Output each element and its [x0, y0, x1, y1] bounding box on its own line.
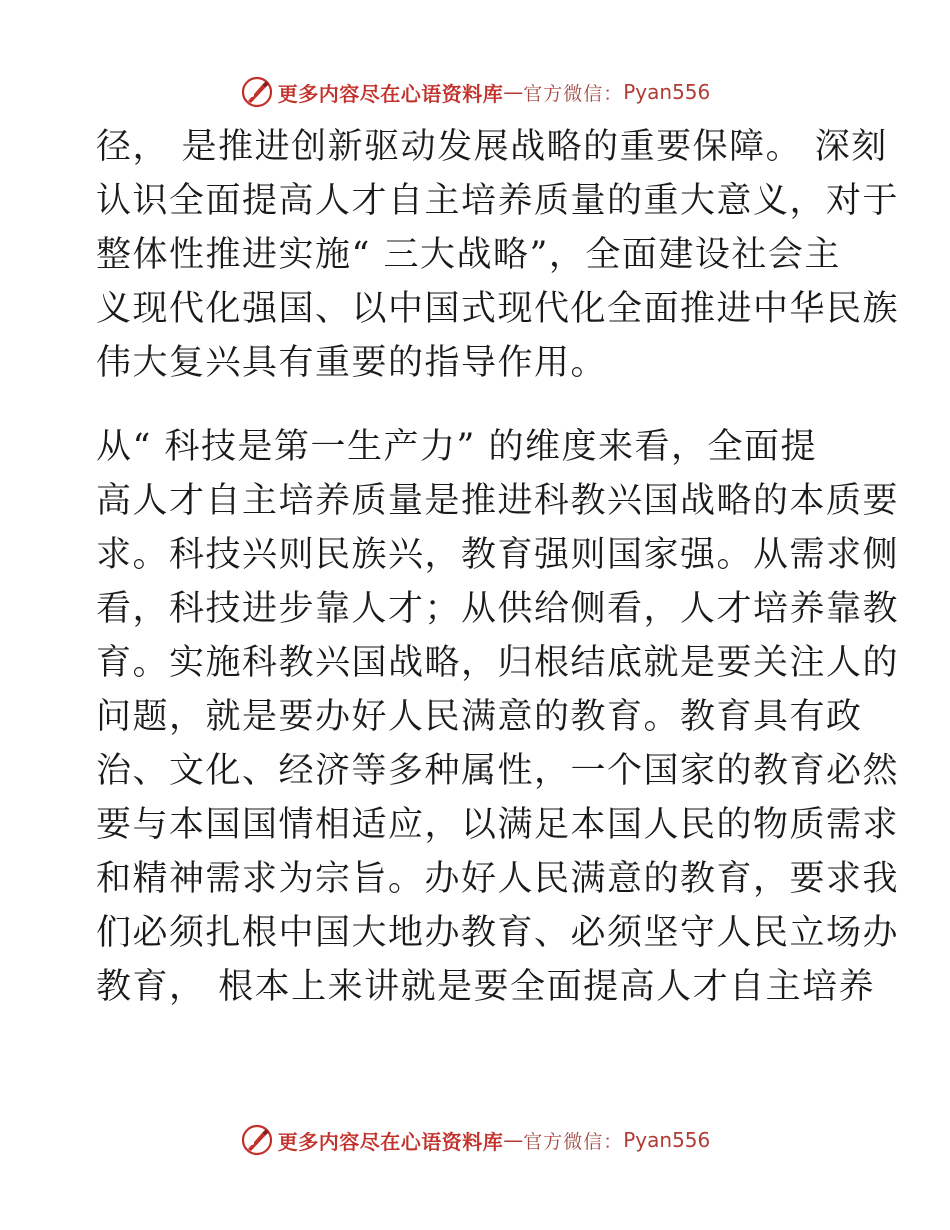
paragraph-gap [96, 390, 856, 420]
watermark-dash: — [503, 80, 524, 104]
header-watermark [0, 72, 950, 112]
text-line: 治、文化、经济等多种属性，一个国家的教育必然 [96, 751, 900, 791]
paragraph-1 [96, 120, 900, 390]
watermark-wechat-id: Pyan556 [623, 80, 711, 104]
text-line: 高人才自主培养质量是推进科教兴国战略的本质要 [96, 481, 900, 521]
text-line: 从“ 科技是第一生产力” 的维度来看，全面提 [96, 427, 818, 467]
text-line: 看，科技进步靠人才；从供给侧看，人才培养靠教 [96, 589, 900, 629]
text-line: 问题，就是要办好人民满意的教育。教育具有政 [96, 697, 863, 737]
watermark-wechat-label: 官方微信： [523, 82, 624, 105]
text-line: 义现代化强国、以中国式现代化全面推进中华民族 [96, 289, 900, 329]
watermark-wechat-label: 官方微信： [523, 1130, 624, 1153]
text-line: 要与本国国情相适应，以满足本国人民的物质需求 [96, 805, 900, 845]
pen-logo-icon [240, 1123, 274, 1157]
text-line: 求。科技兴则民族兴，教育强则国家强。从需求侧 [96, 535, 900, 575]
paragraph-2 [96, 420, 900, 1014]
watermark-main-text: 更多内容尽在心语资料库 [277, 1129, 504, 1154]
watermark-dash: — [503, 1128, 524, 1152]
watermark-main-text: 更多内容尽在心语资料库 [277, 81, 504, 106]
text-line: 育。实施科教兴国战略，归根结底就是要关注人的 [96, 643, 900, 683]
document-body [96, 120, 900, 1014]
text-line: 和精神需求为宗旨。办好人民满意的教育，要求我 [96, 859, 900, 899]
footer-watermark [0, 1120, 950, 1160]
text-line: 们必须扎根中国大地办教育、必须坚守人民立场办 [96, 913, 900, 953]
text-line: 教育， 根本上来讲就是要全面提高人才自主培养 [96, 967, 876, 1007]
text-line: 径， 是推进创新驱动发展战略的重要保障。 深刻 [96, 127, 888, 167]
watermark-wechat-id: Pyan556 [623, 1128, 711, 1152]
text-line: 伟大复兴具有重要的指导作用。 [96, 343, 608, 383]
pen-logo-icon [240, 75, 274, 109]
text-line: 整体性推进实施“ 三大战略”，全面建设社会主 [96, 235, 841, 275]
text-line: 认识全面提高人才自主培养质量的重大意义，对于 [96, 181, 900, 221]
